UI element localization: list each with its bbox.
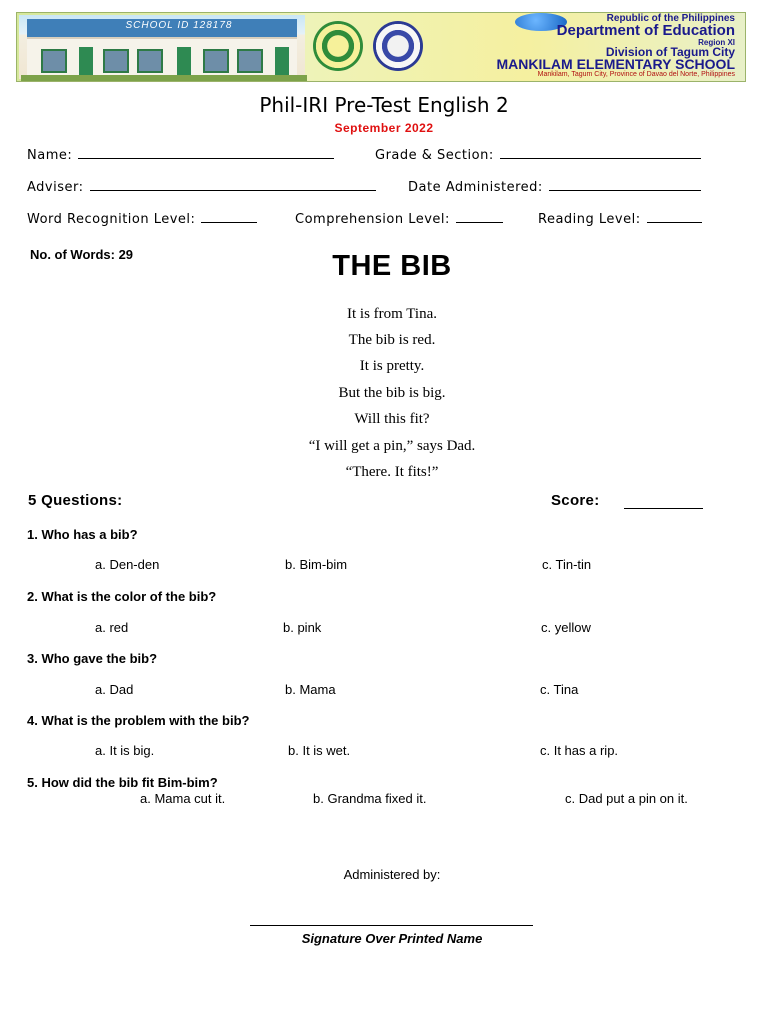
header-republic: Republic of the Philippines: [606, 13, 735, 24]
story-title: THE BIB: [332, 250, 452, 282]
comprehension-label: Comprehension Level:: [295, 212, 450, 227]
door: [79, 47, 93, 75]
story-line: “I will get a pin,” says Dad.: [308, 438, 476, 454]
question-3-option-c[interactable]: c. Tina: [540, 682, 579, 697]
door: [275, 47, 289, 75]
window: [103, 49, 129, 73]
reading-level-line[interactable]: [647, 210, 702, 223]
document-date: September 2022: [334, 121, 434, 135]
adviser-label: Adviser:: [27, 180, 84, 195]
score-label: Score:: [551, 492, 600, 509]
question-5: 5. How did the bib fit Bim-bim?: [27, 775, 218, 790]
grade-section-line[interactable]: [500, 146, 701, 159]
window: [137, 49, 163, 73]
question-5-option-c[interactable]: c. Dad put a pin on it.: [565, 791, 688, 806]
question-4-option-c[interactable]: c. It has a rip.: [540, 743, 619, 758]
question-1-option-a[interactable]: a. Den-den: [95, 557, 160, 572]
word-recognition-field[interactable]: [27, 210, 257, 227]
question-1-option-b[interactable]: b. Bim-bim: [285, 557, 348, 572]
reading-level-label: Reading Level:: [538, 212, 641, 227]
school-seal-logo: [313, 21, 363, 71]
question-2: 2. What is the color of the bib?: [27, 589, 217, 604]
story-line: Will this fit?: [354, 411, 430, 427]
story-line: “There. It fits!”: [345, 464, 439, 480]
score-line[interactable]: [624, 508, 703, 509]
header-division: Division of Tagum City: [605, 45, 735, 59]
header-deped: Department of Education: [556, 22, 735, 39]
comprehension-field[interactable]: [295, 210, 503, 227]
name-field[interactable]: [27, 146, 334, 163]
story-line: But the bib is big.: [338, 385, 446, 401]
question-4-option-b[interactable]: b. It is wet.: [288, 743, 351, 758]
school-wall: [27, 37, 297, 77]
question-2-option-b[interactable]: b. pink: [283, 620, 322, 635]
question-1: 1. Who has a bib?: [27, 527, 138, 542]
word-count: No. of Words: 29: [30, 247, 134, 262]
date-administered-label: Date Administered:: [408, 180, 543, 195]
door: [177, 47, 191, 75]
question-4-option-a[interactable]: a. It is big.: [95, 743, 155, 758]
story-line: It is pretty.: [359, 358, 425, 374]
school-ground: [21, 75, 307, 81]
school-id-sign: SCHOOL ID 128178: [125, 20, 233, 31]
name-line[interactable]: [78, 146, 334, 159]
window: [41, 49, 67, 73]
reading-level-field[interactable]: [538, 210, 702, 227]
administered-by-label: Administered by:: [343, 867, 441, 882]
questions-heading: 5 Questions:: [28, 492, 123, 509]
word-recognition-line[interactable]: [201, 210, 257, 223]
question-3: 3. Who gave the bib?: [27, 651, 158, 666]
signature-label: Signature Over Printed Name: [301, 931, 483, 946]
name-label: Name:: [27, 148, 73, 163]
story-line: It is from Tina.: [346, 306, 437, 322]
grade-section-field[interactable]: [375, 146, 701, 163]
document-title: Phil-IRI Pre-Test English 2: [259, 93, 509, 117]
grade-section-label: Grade & Section:: [375, 148, 494, 163]
date-administered-line[interactable]: [549, 178, 701, 191]
header-banner: [16, 12, 746, 82]
window: [203, 49, 229, 73]
window: [237, 49, 263, 73]
word-recognition-label: Word Recognition Level:: [27, 212, 196, 227]
signature-line[interactable]: [250, 925, 533, 926]
header-school-name: MANKILAM ELEMENTARY SCHOOL: [496, 56, 735, 72]
adviser-line[interactable]: [90, 178, 376, 191]
question-2-option-c[interactable]: c. yellow: [541, 620, 591, 635]
story-line: The bib is red.: [348, 332, 436, 348]
comprehension-line[interactable]: [456, 210, 503, 223]
header-region: Region XI: [698, 38, 735, 47]
question-1-option-c[interactable]: c. Tin-tin: [542, 557, 592, 572]
question-3-option-b[interactable]: b. Mama: [285, 682, 336, 697]
adviser-field[interactable]: [27, 178, 376, 195]
header-address: Mankilam, Tagum City, Province of Davao del Norte, Philippines: [537, 71, 735, 78]
question-5-option-b[interactable]: b. Grandma fixed it.: [313, 791, 427, 806]
question-3-option-a[interactable]: a. Dad: [95, 682, 134, 697]
school-building-image: [19, 15, 305, 79]
question-2-option-a[interactable]: a. red: [95, 620, 129, 635]
question-5-option-a[interactable]: a. Mama cut it.: [140, 791, 226, 806]
question-4: 4. What is the problem with the bib?: [27, 713, 250, 728]
deped-seal-logo: [373, 21, 423, 71]
date-administered-field[interactable]: [408, 178, 701, 195]
